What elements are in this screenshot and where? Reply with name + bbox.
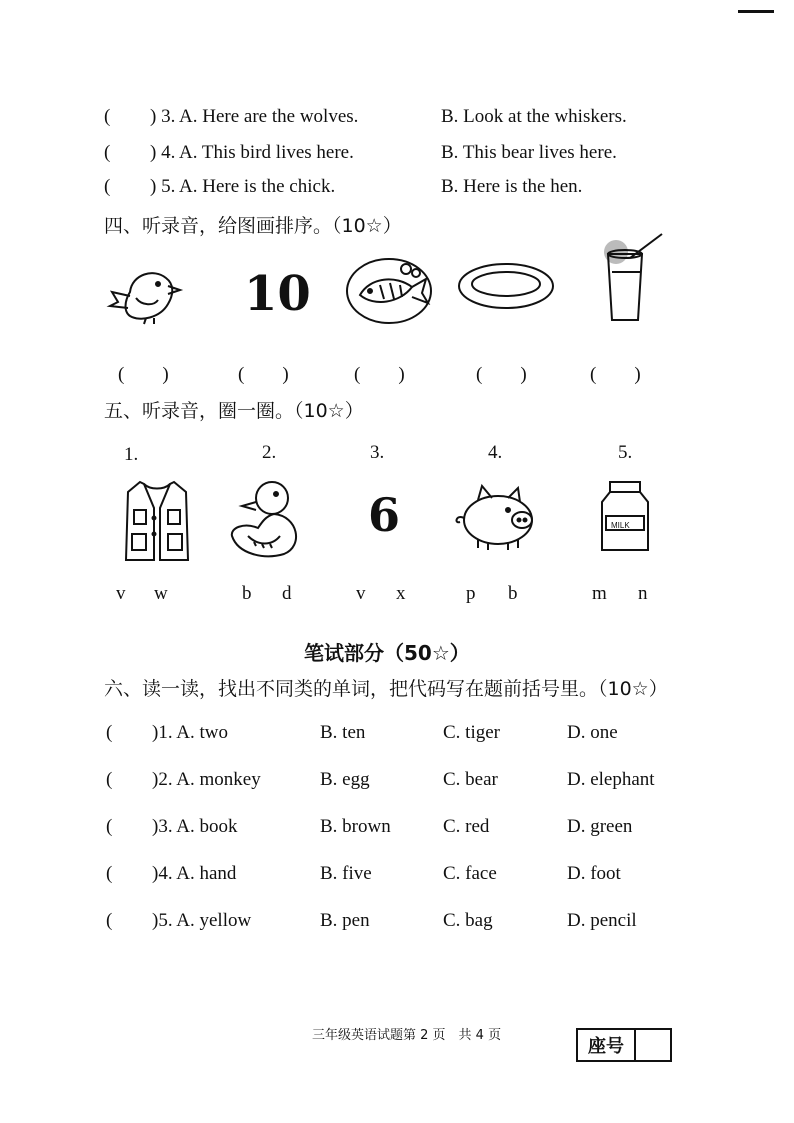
paren-open: ( (104, 176, 111, 197)
paren-open[interactable]: ( (106, 910, 113, 931)
option-d: D. elephant (567, 769, 655, 790)
pig-icon (452, 482, 544, 552)
answer-bracket[interactable]: ( ) (238, 364, 289, 385)
letter-option[interactable]: w (154, 583, 168, 604)
option-d: D. foot (567, 863, 621, 884)
option-c: C. red (443, 816, 490, 837)
question-3-option-a: ) 3. A. Here are the wolves. (150, 106, 359, 127)
plate-icon (458, 262, 556, 314)
option-b: B. pen (320, 910, 370, 931)
answer-bracket[interactable]: ( ) (118, 364, 169, 385)
option-d: D. one (567, 722, 618, 743)
option-b: B. egg (320, 769, 370, 790)
option-a: )5. A. yellow (152, 910, 252, 931)
answer-bracket[interactable]: ( ) (354, 364, 405, 385)
letter-option[interactable]: n (638, 583, 648, 604)
number-six: 6 (368, 488, 401, 542)
letter-option[interactable]: v (116, 583, 126, 604)
corner-mark (738, 10, 774, 13)
question-5-option-b: B. Here is the hen. (441, 176, 583, 197)
letter-option[interactable]: v (356, 583, 366, 604)
option-a: )4. A. hand (152, 863, 237, 884)
paren-open[interactable]: ( (106, 722, 113, 743)
option-c: C. tiger (443, 722, 500, 743)
item-number: 1. (124, 444, 139, 465)
vest-icon (122, 478, 192, 564)
option-b: B. ten (320, 722, 366, 743)
milk-bottle-icon (598, 480, 652, 552)
section-4-title: 四、听录音，给图画排序。（10☆） (104, 215, 402, 237)
letter-option[interactable]: b (242, 583, 252, 604)
item-number: 4. (488, 442, 503, 463)
option-a: )1. A. two (152, 722, 228, 743)
letter-option[interactable]: b (508, 583, 518, 604)
paren-open: ( (104, 106, 111, 127)
section-6-title: 六、读一读，找出不同类的单词，把代码写在题前括号里。（10☆） (104, 678, 668, 700)
question-4-option-b: B. This bear lives here. (441, 142, 617, 163)
option-b: B. five (320, 863, 372, 884)
duck-icon (228, 476, 306, 558)
section-5-title: 五、听录音，圈一圈。（10☆） (104, 400, 364, 422)
letter-option[interactable]: p (466, 583, 476, 604)
option-c: C. bag (443, 910, 493, 931)
fish-on-plate-icon (346, 255, 432, 325)
number-ten: 10 (244, 266, 311, 322)
glass-with-straw-icon (604, 232, 668, 324)
item-number: 2. (262, 442, 277, 463)
seat-number-box (576, 1028, 672, 1062)
paren-open: ( (104, 142, 111, 163)
option-a: )3. A. book (152, 816, 238, 837)
paren-open[interactable]: ( (106, 769, 113, 790)
letter-option[interactable]: d (282, 583, 292, 604)
item-number: 5. (618, 442, 633, 463)
page-footer: 三年级英语试题第 2 页 共 4 页 (312, 1028, 502, 1043)
written-part-heading: 笔试部分（50☆） (304, 641, 470, 665)
option-c: C. bear (443, 769, 498, 790)
answer-bracket[interactable]: ( ) (476, 364, 527, 385)
seat-number-label: 座号 (578, 1030, 636, 1060)
milk-label: MILK (611, 521, 630, 530)
bird-icon (110, 262, 186, 326)
option-d: D. green (567, 816, 633, 837)
question-3-option-b: B. Look at the whiskers. (441, 106, 627, 127)
letter-option[interactable]: m (592, 583, 607, 604)
question-4-option-a: ) 4. A. This bird lives here. (150, 142, 354, 163)
option-b: B. brown (320, 816, 391, 837)
item-number: 3. (370, 442, 385, 463)
option-d: D. pencil (567, 910, 637, 931)
paren-open[interactable]: ( (106, 863, 113, 884)
option-a: )2. A. monkey (152, 769, 261, 790)
paren-open[interactable]: ( (106, 816, 113, 837)
answer-bracket[interactable]: ( ) (590, 364, 641, 385)
letter-option[interactable]: x (396, 583, 406, 604)
question-5-option-a: ) 5. A. Here is the chick. (150, 176, 336, 197)
option-c: C. face (443, 863, 497, 884)
